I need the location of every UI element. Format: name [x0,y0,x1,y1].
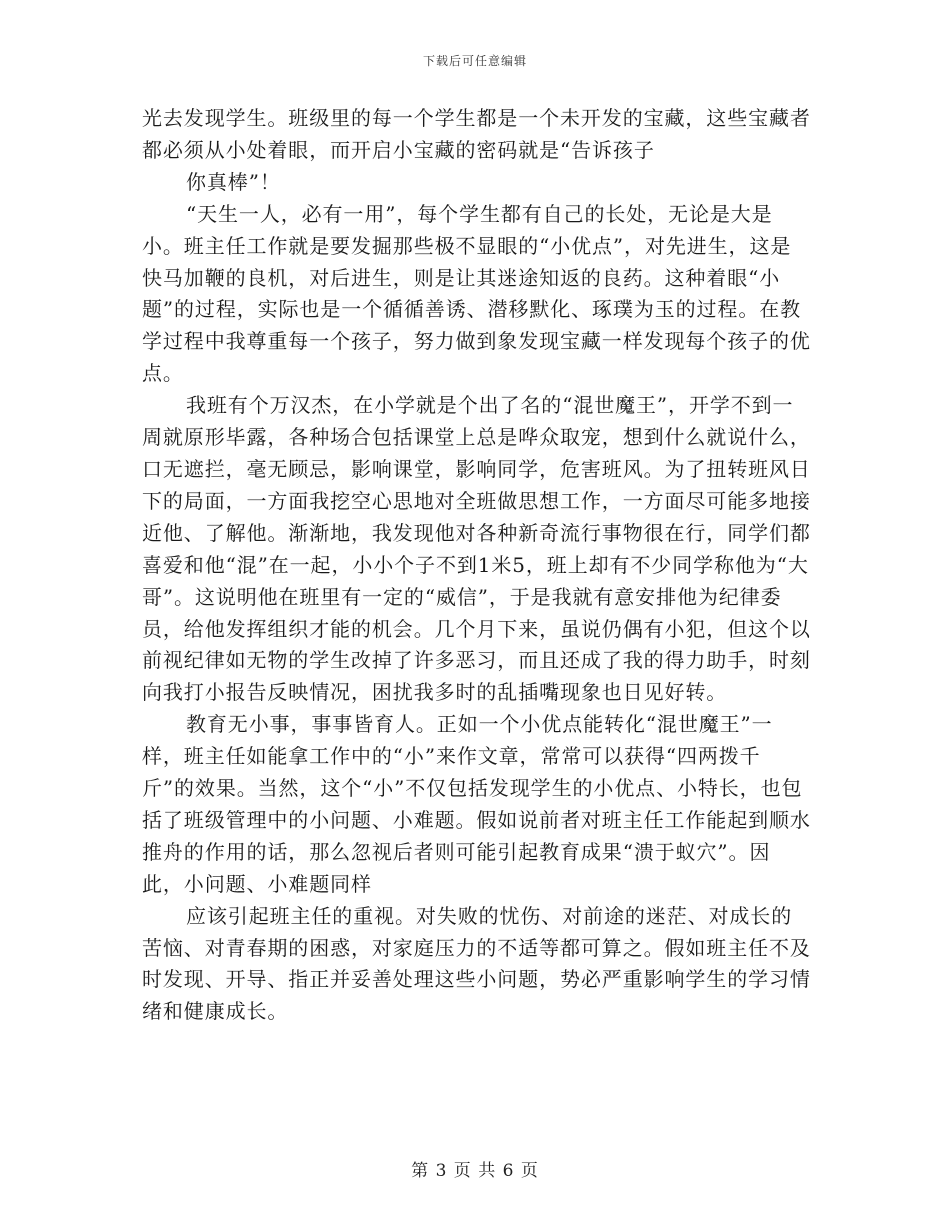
paragraph-4: 我班有个万汉杰，在小学就是个出了名的“混世魔王”，开学不到一周就原形毕露，各种场合包括课堂上总是哗众取宠，想到什么就说什么，口无遮拦，毫无顾忌，影响课堂，影响同学，危害班风。为了扭转班风日下的局面，一方面我挖空心思地对全班做思想工作，一方面尽可能多地接近他、了解他。渐渐地，我发现他对各种新奇流行事物很在行，同学们都喜爱和他“混”在一起，小小个子不到1米5，班上却有不少同学称他为“大哥”。这说明他在班里有一定的“威信”，于是我就有意安排他为纪律委员，给他发挥组织才能的机会。几个月下来，虽说仍偶有小犯，但这个以前视纪律如无物的学生改掉了许多恶习，而且还成了我的得力助手，时刻向我打小报告反映情况，困扰我多时的乱插嘴现象也日见好转。 [142,393,811,705]
paragraph-6: 应该引起班主任的重视。对失败的忧伤、对前途的迷茫、对成长的苦恼、对青春期的困惑，对家庭压力的不适等都可算之。假如班主任不及时发现、开导、指正并妥善处理这些小问题，势必严重影响学生的学习情绪和健康成长。 [142,903,811,1024]
page-header: 下载后可任意编辑 [422,54,527,68]
page-footer: 第 3 页 共 6 页 [411,1161,539,1181]
paragraph-3: “天生一人，必有一用”，每个学生都有自己的长处，无论是大是小。班主任工作就是要发掘那些极不显眼的“小优点”，对先进生，这是快马加鞭的良机，对后进生，则是让其迷途知返的良药。这种着眼“小题”的过程，实际也是一个循循善诱、潜移默化、琢璞为玉的过程。在教学过程中我尊重每一个孩子，努力做到象发现宝藏一样发现每个孩子的优点。 [142,201,811,386]
document-body [142,103,812,1028]
paragraph-5: 教育无小事，事事皆育人。正如一个小优点能转化“混世魔王”一样，班主任如能拿工作中的“小”来作文章，常常可以获得“四两拨千斤”的效果。当然，这个“小”不仅包括发现学生的小优点、小特长，也包括了班级管理中的小问题、小难题。假如说前者对班主任工作能起到顺水推舟的作用的话，那么忽视后者则可能引起教育成果“溃于蚁穴”。因此，小问题、小难题同样 [142,712,811,896]
paragraph-2: 你真棒”！ [186,169,281,194]
paragraph-1: 光去发现学生。班级里的每一个学生都是一个未开发的宝藏，这些宝藏者都必须从小处着眼，而开启小宝藏的密码就是“告诉孩子 [142,106,811,162]
